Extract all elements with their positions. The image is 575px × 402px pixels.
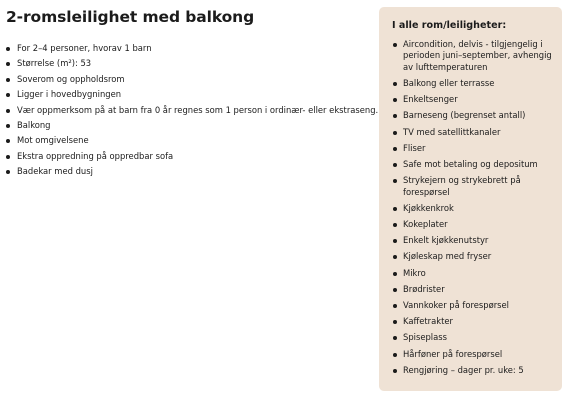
room-detail-item: Soverom og oppholdsrom (5, 72, 370, 87)
room-detail-item: Ekstra oppredning på oppredbar sofa (5, 149, 370, 164)
amenity-item: Brødrister (391, 284, 552, 295)
room-detail-item: Badekar med dusj (5, 164, 370, 179)
amenity-item: Safe mot betaling og depositum (391, 159, 552, 170)
amenity-item: Hårføner på forespørsel (391, 349, 552, 360)
amenity-item: Kjøkkenkrok (391, 203, 552, 214)
amenity-item: Fliser (391, 143, 552, 154)
room-detail-item: Balkong (5, 118, 370, 133)
room-detail-item: Størrelse (m²): 53 (5, 56, 370, 71)
amenities-panel (379, 7, 562, 391)
amenity-item: Kaffetrakter (391, 316, 552, 327)
room-details-list (5, 41, 379, 180)
amenity-item: Balkong eller terrasse (391, 78, 552, 89)
amenity-item: Aircondition, delvis - tilgjengelig i perioden juni–september, avhengig av lufttemperaturen (391, 39, 552, 73)
amenity-item: Kokeplater (391, 219, 552, 230)
room-detail-item: Ligger i hovedbygningen (5, 87, 370, 102)
amenity-item: TV med satellittkanaler (391, 127, 552, 138)
room-title: 2-romsleilighet med balkong (6, 8, 255, 26)
amenity-item: Spiseplass (391, 332, 552, 343)
amenity-item: Rengjøring – dager pr. uke: 5 (391, 365, 552, 376)
amenities-list (391, 39, 552, 376)
amenity-item: Enkelt kjøkkenutstyr (391, 235, 552, 246)
amenities-panel-title: I alle rom/leiligheter: (392, 20, 507, 31)
amenity-item: Strykejern og strykebrett på forespørsel (391, 175, 552, 198)
room-detail-item: Mot omgivelsene (5, 133, 370, 148)
amenity-item: Barneseng (begrenset antall) (391, 110, 552, 121)
amenity-item: Vannkoker på forespørsel (391, 300, 552, 311)
room-details-section (5, 0, 379, 180)
amenity-item: Enkeltsenger (391, 94, 552, 105)
amenity-item: Mikro (391, 268, 552, 279)
room-detail-item: For 2–4 personer, hvorav 1 barn (5, 41, 370, 56)
amenity-item: Kjøleskap med fryser (391, 251, 552, 262)
room-detail-item: Vær oppmerksom på at barn fra 0 år regnes som 1 person i ordinær- eller ekstraseng. (5, 103, 370, 118)
